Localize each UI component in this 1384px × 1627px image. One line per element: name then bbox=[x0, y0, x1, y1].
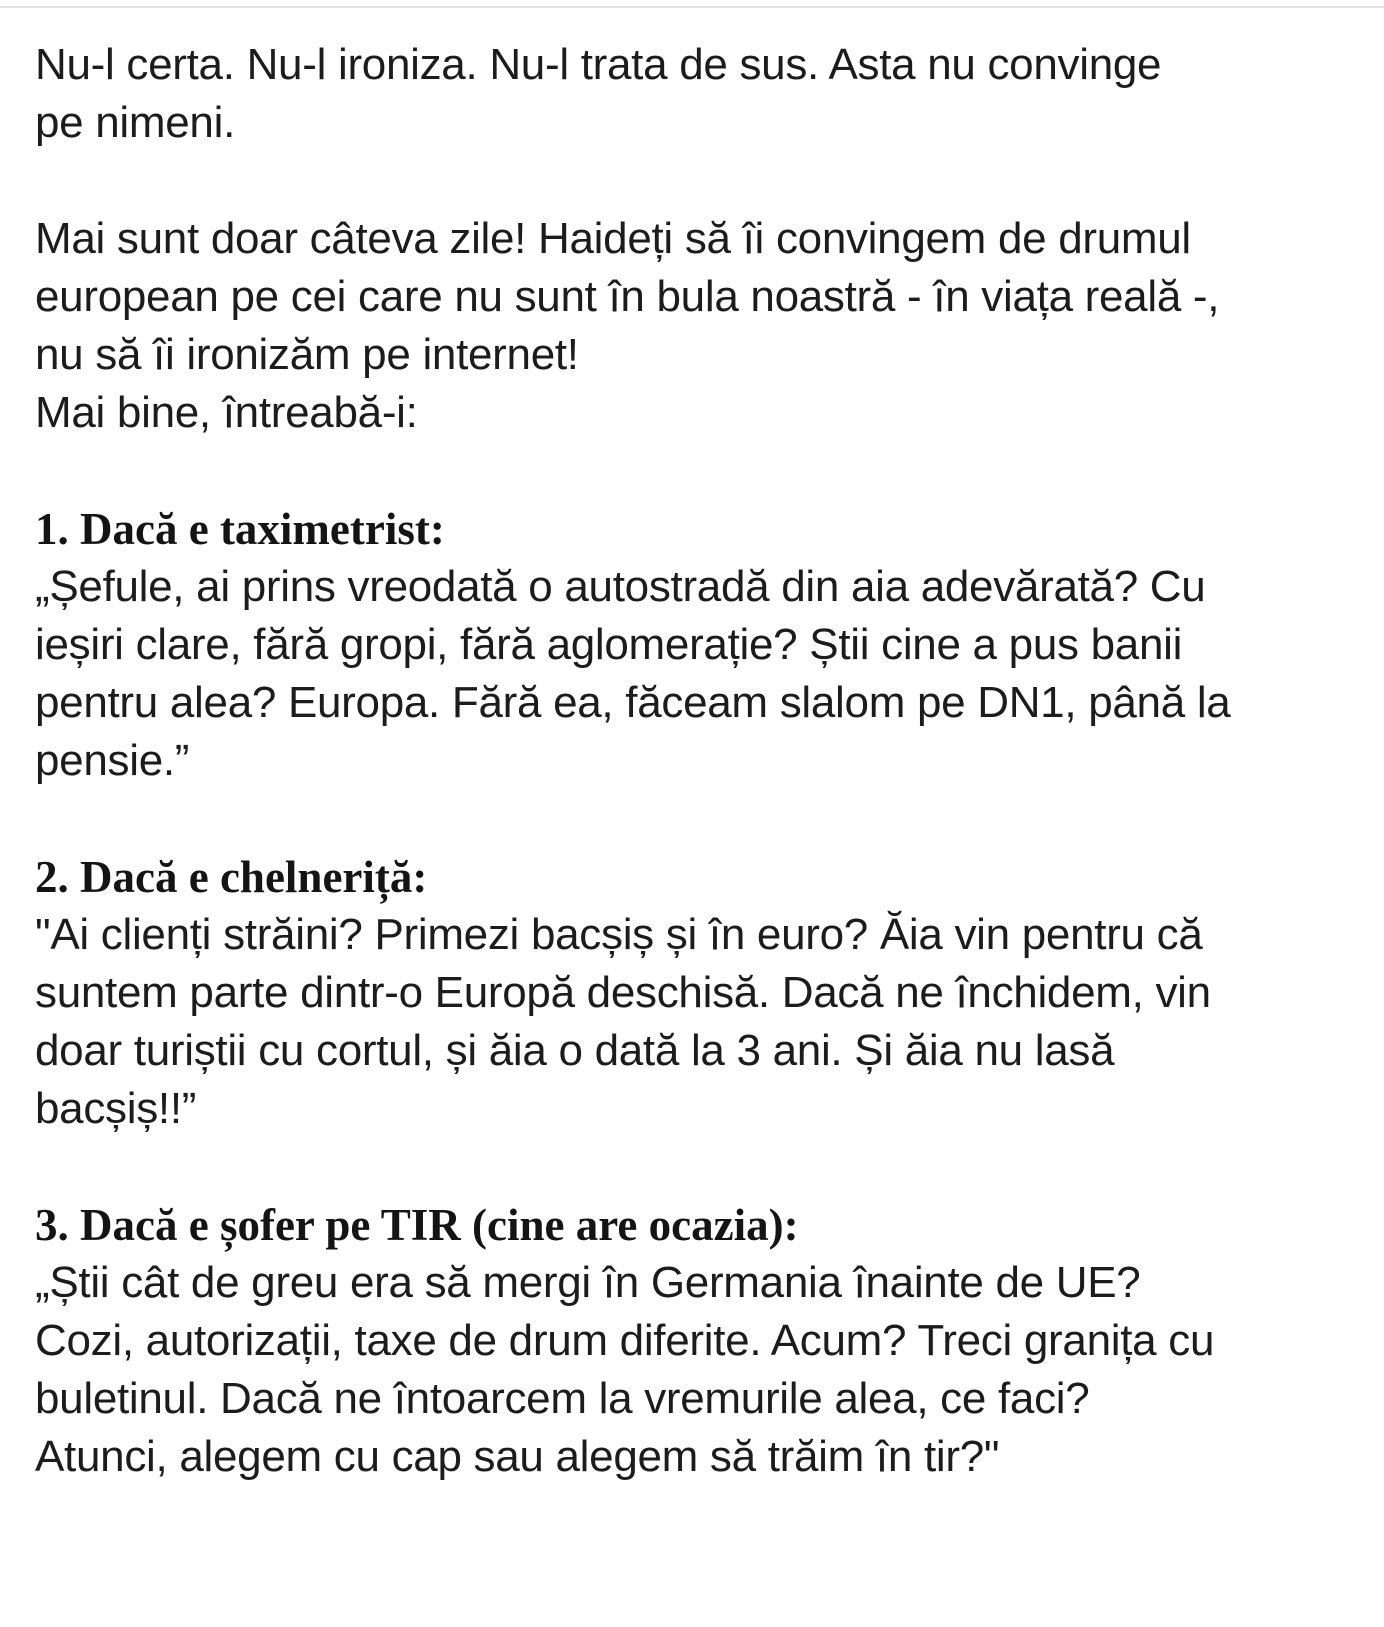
section-quote-taxi-driver: „Șefule, ai prins vreodată o autostradă din aia adevărată? Cu ieșiri clare, fără gropi, fără aglomerație? Știi cine a pus banii pentru alea? Europa. Fără ea, făceam slalom pe DN1, până la pensie.” bbox=[35, 562, 1231, 785]
section-quote-waitress: "Ai clienți străini? Primezi bacșiș și în euro? Ăia vin pentru că suntem parte dintr-o Europă deschisă. Dacă ne închidem, vin doar turiștii cu cortul, și ăia o dată la 3 ani. Și ăia nu lasă bacșiș!!” bbox=[35, 910, 1211, 1133]
paragraph-gap bbox=[35, 152, 1355, 210]
paragraph-gap bbox=[35, 790, 1355, 848]
post-appeal: Mai sunt doar câteva zile! Haideți să îi convingem de drumul european pe cei care nu sunt în bula noastră - în viața reală -, nu să îi ironizăm pe internet! Mai bine, întreabă-i: bbox=[35, 214, 1220, 437]
paragraph-gap bbox=[35, 1138, 1355, 1196]
section-heading-truck-driver: 3. Dacă e șofer pe TIR (cine are ocazia): bbox=[35, 1200, 799, 1250]
section-quote-truck-driver: „Știi cât de greu era să mergi în Germania înainte de UE? Cozi, autorizații, taxe de drum diferite. Acum? Treci granița cu buletinul. Dacă ne întoarcem la vremurile alea, ce faci? Atunci, alegem cu cap sau alegem să trăim în tir?" bbox=[35, 1258, 1215, 1481]
post-intro: Nu-l certa. Nu-l ironiza. Nu-l trata de sus. Asta nu convinge pe nimeni. bbox=[35, 40, 1162, 147]
paragraph-gap bbox=[35, 442, 1355, 500]
post-body bbox=[35, 36, 1355, 1486]
top-divider bbox=[0, 6, 1384, 8]
section-heading-waitress: 2. Dacă e chelneriță: bbox=[35, 852, 428, 902]
section-heading-taxi-driver: 1. Dacă e taximetrist: bbox=[35, 504, 445, 554]
